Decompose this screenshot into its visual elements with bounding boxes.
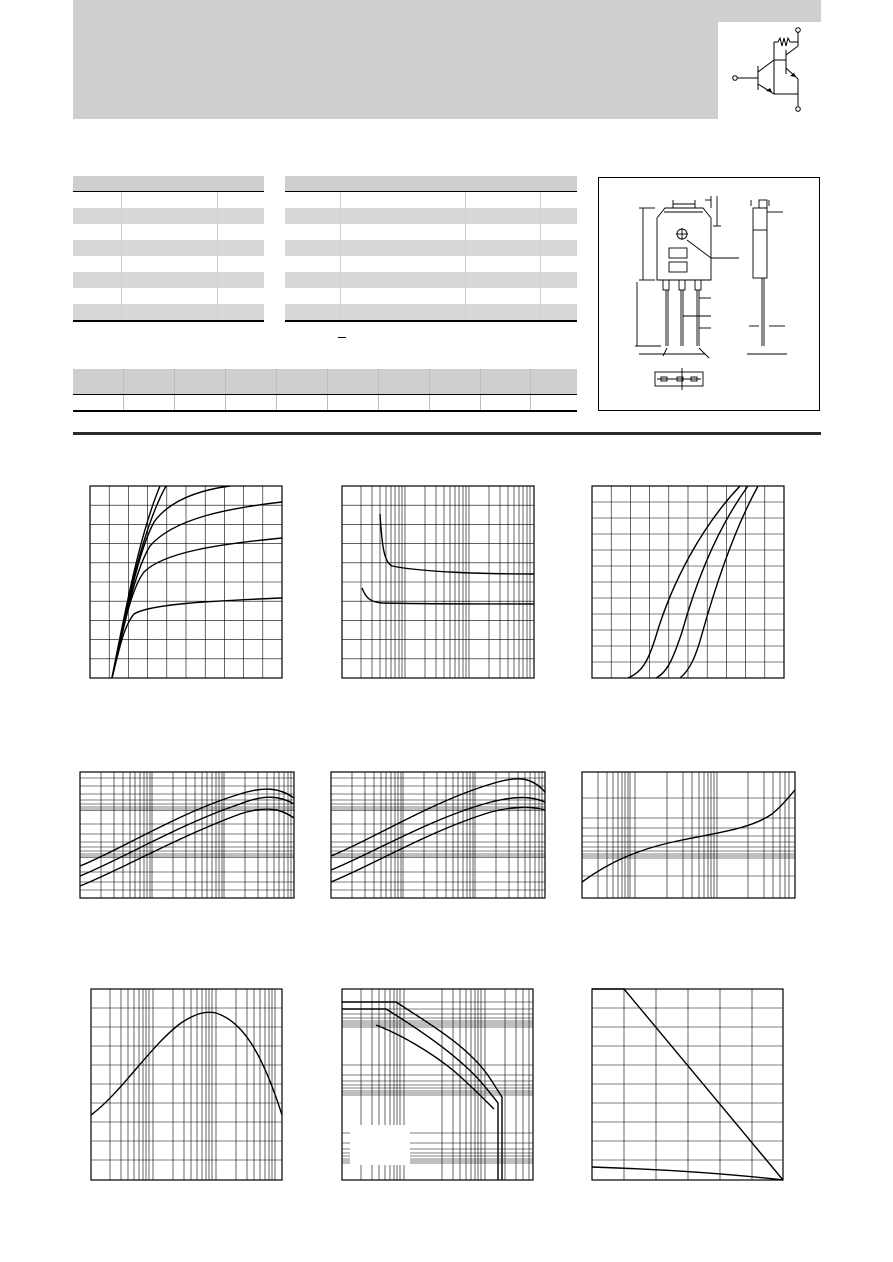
table-header-row bbox=[285, 176, 577, 192]
chart-power-derating bbox=[592, 989, 783, 1180]
chart-vbe-sat-ic bbox=[331, 772, 545, 898]
table-row bbox=[73, 224, 264, 240]
chart-ic-vce-characteristics bbox=[90, 486, 282, 678]
chart-thermal-resistance-time bbox=[582, 772, 795, 898]
electrical-characteristics-table bbox=[285, 176, 577, 322]
chart-vce-sat-ic bbox=[80, 772, 294, 898]
pulse-note-mark bbox=[338, 337, 346, 338]
chart-ic-vbe-temperature bbox=[592, 486, 784, 678]
table-row bbox=[285, 240, 577, 256]
header-band bbox=[73, 0, 821, 119]
to-3p-package-outline-icon bbox=[599, 178, 821, 412]
table-row bbox=[285, 288, 577, 304]
table-row bbox=[73, 304, 264, 321]
chart-hfe-ic-characteristics bbox=[342, 486, 534, 678]
table-row bbox=[73, 256, 264, 272]
package-outline-frame bbox=[598, 177, 820, 411]
table-row bbox=[73, 208, 264, 224]
table-row bbox=[73, 395, 577, 412]
table-row bbox=[73, 288, 264, 304]
table-row bbox=[285, 272, 577, 288]
table-row bbox=[285, 192, 577, 209]
table-header-row bbox=[73, 369, 577, 395]
table-row bbox=[285, 256, 577, 272]
section-divider bbox=[73, 432, 821, 435]
table-row bbox=[285, 224, 577, 240]
table-row bbox=[73, 272, 264, 288]
absolute-max-ratings-table bbox=[73, 176, 264, 322]
hfe-rank-table bbox=[73, 369, 577, 412]
chart-ft-ic bbox=[91, 989, 282, 1180]
chart-safe-operating-area bbox=[342, 989, 533, 1180]
symbol-box bbox=[718, 22, 821, 119]
chart-legend-box bbox=[350, 1125, 410, 1165]
table-header-row bbox=[73, 176, 264, 192]
darlington-transistor-symbol-icon bbox=[718, 22, 821, 119]
table-row bbox=[285, 208, 577, 224]
table-row bbox=[285, 304, 577, 321]
table-row bbox=[73, 192, 264, 209]
table-row bbox=[73, 240, 264, 256]
